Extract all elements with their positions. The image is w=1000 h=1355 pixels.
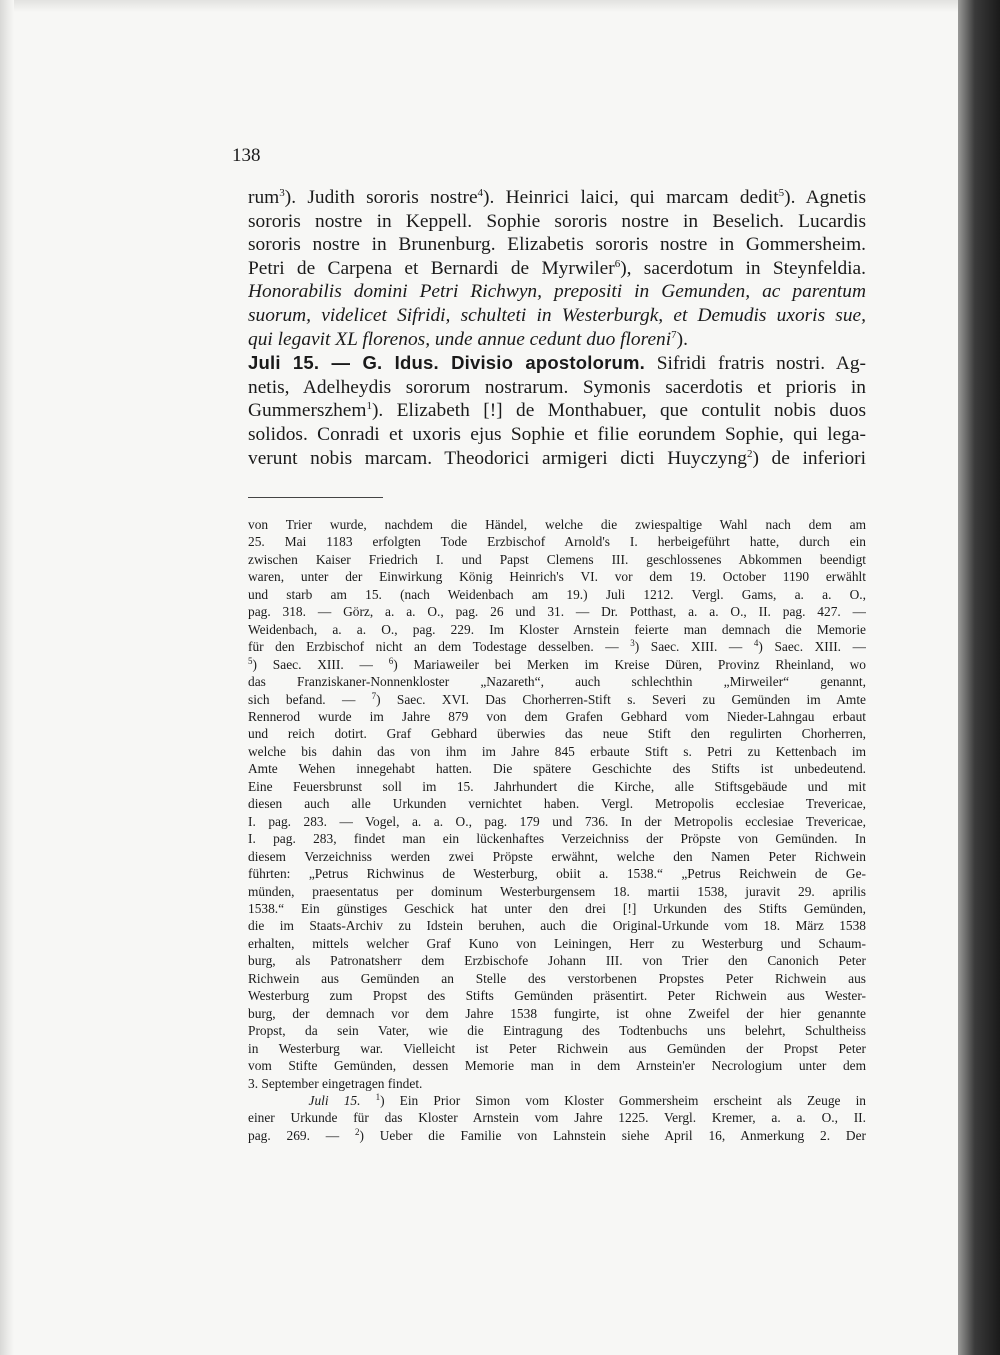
footnote-separator (248, 497, 383, 498)
date-heading: Juli 15. — G. Idus. Divisio apostolorum. (248, 352, 645, 374)
footnote-line: Amte Wehen innegehabt hatten. Die spätere Geschichte des Stifts ist unbedeutend. (248, 761, 866, 777)
footnote-line: zwischen Kaiser Friedrich I. und Papst Clemens III. geschlossenes Abkommen beendigt (248, 551, 866, 567)
footnote-line: I. pag. 283, findet man ein lückenhaftes Verzeichniss der Pröpste von Gemünden. In (248, 831, 866, 847)
footnote-line: diesem Verzeichniss werden zwei Pröpste erwähnt, welche den Namen Peter Richwein (248, 848, 866, 864)
scan-top-edge (0, 0, 1000, 12)
footnote-line: die im Staats-Archiv zu Idstein beruhen, auch die Original-Urkunde vom 18. März 1538 (248, 918, 866, 934)
main-line: verunt nobis marcam. Theodorici armigeri dicti Huyczyng$^2$) de inferiori (248, 447, 866, 469)
footnote-line: 1538.“ Ein günstiges Geschick hat unter den drei [!] Urkunden des Stifts Gemünden, (248, 900, 866, 916)
footnote-line: Westerburg zum Propst des Stifts Gemünden präsentirt. Peter Richwein aus Wester- (248, 988, 866, 1004)
footnote-line: für den Erzbischof nicht an dem Todestage desselben. — $^3$) Saec. XIII. — $^4$) Saec. XIII. — (248, 638, 866, 655)
footnote-line: I. pag. 283. — Vogel, a. a. O., pag. 179 und 736. In der Metropolis ecclesiae Trevericae, (248, 813, 866, 829)
footnote-line: Eine Feuersbrunst soll im 15. Jahrhundert die Kirche, alle Stiftsgebäude und mit (248, 778, 866, 794)
scan-left-edge (0, 0, 14, 1355)
footnote-line: erhalten, mittels welcher Graf Kuno von Leiningen, Herr zu Westerburg und Schaum- (248, 935, 866, 951)
main-line: sororis nostre in Keppell. Sophie sororis nostre in Beselich. Lucardis (248, 210, 866, 232)
footnote-line: Richwein aus Gemünden an Stelle des verstorbenen Propstes Peter Richwein aus (248, 970, 866, 986)
main-line: sororis nostre in Brunenburg. Elizabetis sororis nostre in Gommersheim. (248, 234, 866, 256)
main-text-block (248, 186, 866, 470)
footnote-line: $^5$) Saec. XIII. — $^6$) Mariaweiler bei Merken im Kreise Düren, Provinz Rheinland, wo (248, 655, 866, 672)
footnote-line: führten: „Petrus Richwinus de Westerburg, obiit a. 1538.“ „Petrus Reichwein de Ge- (248, 866, 866, 882)
footnote-line: vom Stifte Gemünden, dessen Memorie man in dem Arnstein'er Necrologium unter dem (248, 1058, 866, 1074)
footnote-line: waren, unter der Einwirkung König Heinrich's VI. vor dem 19. October 1190 erwählt (248, 569, 866, 585)
main-line: netis, Adelheydis sororum nostrarum. Symonis sacerdotis et prioris in (248, 376, 866, 398)
footnote-line: Juli 15. $^1$) Ein Prior Simon vom Kloster Gommersheim erscheint als Zeuge in (308, 1091, 866, 1108)
footnote-line: Rennerod wurde im Jahre 879 von dem Grafen Gebhard vom Nieder-Lahngau erbaut (248, 708, 866, 724)
footnote-line: Weidenbach, a. a. O., pag. 229. Im Kloster Arnstein feierte man demnach die Memorie (248, 621, 866, 637)
footnote-line: 25. Mai 1183 erfolgten Tode Erzbischof Arnold's I. herbeigeführt hatte, durch ein (248, 534, 866, 550)
main-line: solidos. Conradi et uxoris ejus Sophie et filie eorundem Sophie, qui lega- (248, 423, 866, 445)
page-number: 138 (232, 145, 261, 166)
footnote-line: pag. 318. — Görz, a. a. O., pag. 26 und 31. — Dr. Potthast, a. a. O., II. pag. 427. — (248, 604, 866, 620)
footnote-line: burg, als Patronatsherr dem Erzbischofe Johann III. von Trier den Canonich Peter (248, 953, 866, 969)
main-line: Gummerszhem$^1$). Elizabeth [!] de Monthabuer, que contulit nobis duos (248, 400, 866, 422)
footnote-line: das Franziskaner-Nonnenkloster „Nazareth“, auch schlechthin „Mirweiler“ genannt, (248, 674, 866, 690)
footnote-line: diesen auch alle Urkunden vernichtet haben. Vergl. Metropolis ecclesiae Trevericae, (248, 796, 866, 812)
footnote-line: von Trier wurde, nachdem die Händel, welche die zwiespaltige Wahl nach dem am (248, 517, 866, 532)
footnote-line: sich befand. — $^7$) Saec. XVI. Das Chorherren-Stift s. Severi zu Gemünden im Amte (248, 690, 866, 707)
main-line-italic: qui legavit XL florenos, unde annue cedunt duo floreni$^7$). (248, 328, 688, 350)
footnote-line: in Westerburg war. Vielleicht ist Peter Richwein aus Gemünden der Propst Peter (248, 1040, 866, 1056)
footnotes-block (248, 516, 866, 1144)
date-heading-line: Juli 15. — G. Idus. Divisio apostolorum. Sifridi fratris nostri. Ag- (248, 352, 866, 375)
footnote-line: welche bis dahin das von ihm im Jahre 845 erbaute Stift s. Petri zu Kettenbach im (248, 743, 866, 759)
main-line-italic: Honorabilis domini Petri Richwyn, prepositi in Gemunden, ac parentum (248, 281, 866, 303)
main-line-italic: suorum, videlicet Sifridi, schulteti in Westerburgk, et Demudis uxoris sue, (248, 304, 866, 326)
footnote-line: münden, praesentatus per dominum Westerburgensem 18. martii 1538, juravit 29. aprilis (248, 883, 866, 899)
footnote-line: burg, der demnach vor dem Jahre 1538 fungirte, ist ohne Zweifel der hier genannte (248, 1005, 866, 1021)
footnote-line: einer Urkunde für das Kloster Arnstein vom Jahre 1225. Vergl. Kremer, a. a. O., II. (248, 1110, 866, 1126)
scan-right-edge (958, 0, 1000, 1355)
footnote-line: Propst, da sein Vater, wie die Eintragung des Todtenbuchs uns belehrt, Schultheiss (248, 1023, 866, 1039)
main-line: rum$^3$). Judith sororis nostre$^4$). Heinrici laici, qui marcam dedit$^5$). Agnetis (248, 187, 866, 208)
footnote-line: pag. 269. — $^2$) Ueber die Familie von Lahnstein siehe April 16, Anmerkung 2. Der (248, 1126, 866, 1143)
footnote-line: und reich dotirt. Graf Gebhard überwies das neue Stift den regulirten Chorherren, (248, 726, 866, 742)
footnote-line: und starb am 15. (nach Weidenbach am 19.) Juli 1212. Vergl. Gams, a. a. O., (248, 586, 866, 602)
main-line: Petri de Carpena et Bernardi de Myrwiler$^6$), sacerdotum in Steynfeldia. (248, 257, 866, 279)
footnote-date-label: Juli 15. (308, 1092, 361, 1108)
footnote-line: 3. September eingetragen findet. (248, 1075, 423, 1091)
